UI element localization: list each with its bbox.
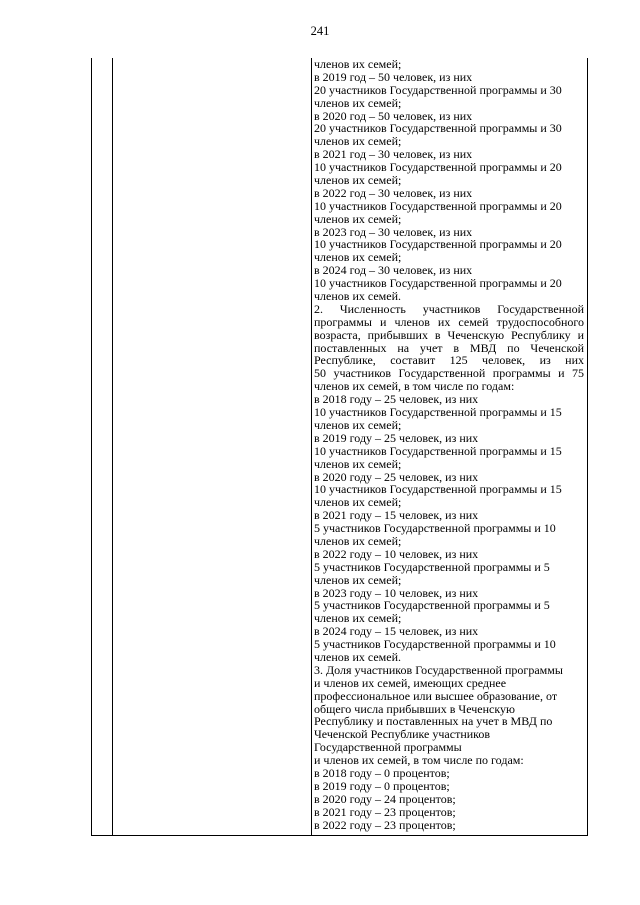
text-line: в 2023 год – 30 человек, из них — [314, 224, 473, 239]
text-line: 10 участников Государственной программы и 20 — [314, 160, 562, 175]
text-line: членов их семей; — [314, 417, 402, 432]
text-line: 2. Численность участников Государственной — [314, 301, 584, 316]
indicators-cell — [314, 58, 584, 831]
text-line: в 2019 год – 50 человек, из них — [314, 69, 473, 84]
text-line: возраста, прибывших в Чеченскую Республику и — [314, 327, 584, 342]
text-line: в 2018 году – 25 человек, из них — [314, 392, 479, 407]
text-line: в 2021 году – 15 человек, из них — [314, 508, 479, 523]
text-line: членов их семей; — [314, 611, 402, 626]
text-line: и членов их семей, в том числе по годам: — [314, 753, 524, 768]
text-line: 10 участников Государственной программы и 15 — [314, 405, 562, 420]
text-line: членов их семей; — [314, 173, 402, 188]
text-line: в 2022 год – 30 человек, из них — [314, 185, 473, 200]
text-line: в 2020 году – 24 процентов; — [314, 791, 456, 806]
text-line: 10 участников Государственной программы и 15 — [314, 482, 562, 497]
text-line: членов их семей; — [314, 495, 402, 510]
text-line: 3. Доля участников Государственной программы — [314, 662, 563, 677]
text-line: членов их семей. — [314, 649, 401, 664]
text-line: членов их семей; — [314, 134, 402, 149]
text-line: 10 участников Государственной программы и 20 — [314, 276, 562, 291]
text-line: членов их семей; — [314, 572, 402, 587]
text-line: 10 участников Государственной программы и 20 — [314, 237, 562, 252]
text-line: в 2020 году – 25 человек, из них — [314, 469, 479, 484]
column-divider-2 — [311, 58, 312, 835]
text-line: членов их семей. — [314, 289, 401, 304]
text-line: Республику и поставленных на учет в МВД по — [314, 714, 553, 729]
text-line: Чеченской Республике участников — [314, 727, 491, 742]
text-line: поставленных на учет в МВД по Чеченской — [314, 340, 584, 355]
text-line: в 2024 году – 15 человек, из них — [314, 624, 479, 639]
text-line: общего числа прибывших в Чеченскую — [314, 701, 515, 716]
text-line: в 2021 году – 23 процентов; — [314, 804, 456, 819]
text-line: 5 участников Государственной программы и 5 — [314, 559, 550, 574]
indicators-table — [91, 58, 588, 836]
text-line: в 2022 году – 10 человек, из них — [314, 546, 479, 561]
column-divider-1 — [112, 58, 113, 835]
text-line: Государственной программы — [314, 740, 462, 755]
text-line: в 2024 год – 30 человек, из них — [314, 263, 473, 278]
text-line: 20 участников Государственной программы и 30 — [314, 82, 562, 97]
text-line: членов их семей; — [314, 456, 402, 471]
text-line: 10 участников Государственной программы и 20 — [314, 198, 562, 213]
text-line: 5 участников Государственной программы и 10 — [314, 521, 556, 536]
text-line: 20 участников Государственной программы и 30 — [314, 121, 562, 136]
text-line: 5 участников Государственной программы и 10 — [314, 637, 556, 652]
text-line: в 2022 году – 23 процентов; — [314, 817, 456, 832]
text-line: членов их семей; — [314, 533, 402, 548]
page-number: 241 — [310, 24, 330, 38]
text-line: 10 участников Государственной программы и 15 — [314, 443, 562, 458]
text-line: программы и членов их семей трудоспособного — [314, 314, 584, 329]
text-line: в 2018 году – 0 процентов; — [314, 765, 450, 780]
text-line: 5 участников Государственной программы и 5 — [314, 598, 550, 613]
text-line: в 2023 году – 10 человек, из них — [314, 585, 479, 600]
text-line: в 2020 год – 50 человек, из них — [314, 108, 473, 123]
text-line: членов их семей; — [314, 250, 402, 265]
text-line: членов их семей, в том числе по годам: — [314, 379, 515, 394]
text-line: в 2019 году – 0 процентов; — [314, 778, 450, 793]
text-line: в 2019 году – 25 человек, из них — [314, 430, 479, 445]
text-line: Республике, составит 125 человек, из них — [314, 353, 584, 368]
text-line: членов их семей; — [314, 211, 402, 226]
text-line: членов их семей; — [314, 95, 402, 110]
text-line: 50 участников Государственной программы и 75 — [314, 366, 584, 381]
text-line: членов их семей; — [314, 57, 402, 71]
text-line: профессиональное или высшее образование, от — [314, 688, 558, 703]
text-line: в 2021 год – 30 человек, из них — [314, 147, 473, 162]
text-line: и членов их семей, имеющих среднее — [314, 675, 507, 690]
